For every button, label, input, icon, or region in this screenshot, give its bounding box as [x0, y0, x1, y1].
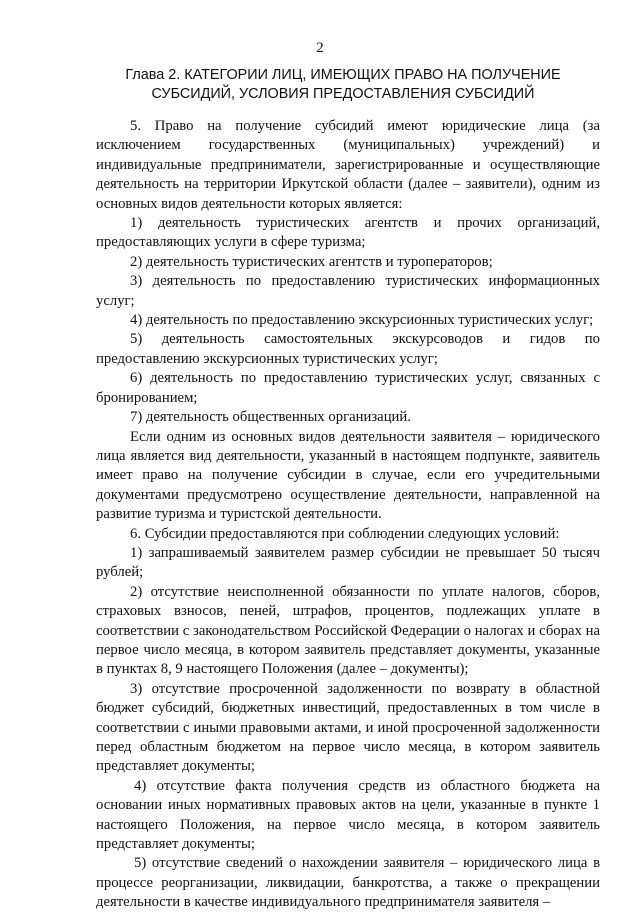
- paragraph-condition-2: 2) отсутствие неисполненной обязанности по уплате налогов, сборов, страховых взносов, пеней, штрафов, процентов, подлежащих уплате в соответствии с законодательством Российской Федерации о налогах и сборах на первое число месяца, в котором заявитель представляет документы, указанные в пунктах 8, 9 настоящего Положения (далее – документы);: [96, 583, 600, 678]
- paragraph-clause-6: 6. Субсидии предоставляются при соблюдении следующих условий:: [130, 525, 560, 542]
- document-body: [96, 117, 600, 913]
- paragraph-condition-3: 3) отсутствие просроченной задолженности по возврату в областной бюджет субсидий, бюджетных инвестиций, предоставленных в том числе в соответствии с иными правовыми актами, и иной просроченной задолженности перед областным бюджетом на первое число месяца, в котором заявитель представляет документы;: [96, 680, 600, 775]
- paragraph-item-2: 2) деятельность туристических агентств и туроператоров;: [130, 253, 493, 270]
- paragraph-item-5: 5) деятельность самостоятельных экскурсоводов и гидов по предоставлению экскурсионных туристических услуг;: [96, 331, 600, 367]
- paragraph-item-7: 7) деятельность общественных организаций.: [130, 409, 411, 426]
- paragraph-item-1: 1) деятельность туристических агентств и прочих организаций, предоставляющих услуги в сфере туризма;: [96, 215, 600, 251]
- chapter-title-line-1: Глава 2. КАТЕГОРИИ ЛИЦ, ИМЕЮЩИХ ПРАВО НА ПОЛУЧЕНИЕ: [125, 67, 561, 83]
- page-number: 2: [316, 40, 324, 56]
- chapter-title-line-2: СУБСИДИЙ, УСЛОВИЯ ПРЕДОСТАВЛЕНИЯ СУБСИДИЙ: [151, 86, 535, 102]
- paragraph-item-4: 4) деятельность по предоставлению экскурсионных туристических услуг;: [130, 312, 594, 329]
- paragraph-condition-4: 4) отсутствие факта получения средств из областного бюджета на основании иных нормативных правовых актов на цели, указанные в пункте 1 настоящего Положения, на первое число месяца, в котором заявитель представляет документы;: [96, 777, 600, 853]
- chapter-title: [96, 66, 590, 104]
- paragraph-note: Если одним из основных видов деятельности заявителя – юридического лица является вид деятельности, указанный в настоящем подпункте, заявитель имеет право на получение субсидии в случае, если его учредительными документами предусмотрено осуществление деятельности, направленной на развитие туризма и туристской деятельности.: [96, 428, 600, 523]
- paragraph-condition-5: 5) отсутствие сведений о нахождении заявителя – юридического лица в процессе реорганизации, ликвидации, банкротства, а также о прекращении деятельности в качестве индивидуального предпринимателя заявителя –: [96, 855, 600, 911]
- paragraph-condition-1: 1) запрашиваемый заявителем размер субсидии не превышает 50 тысяч рублей;: [96, 544, 600, 581]
- paragraph-item-6: 6) деятельность по предоставлению туристических услуг, связанных с бронированием;: [96, 370, 600, 406]
- paragraph-clause-5: 5. Право на получение субсидий имеют юридические лица (за исключением государственных (муниципальных) учреждений) и индивидуальные предприниматели, зарегистрированные и осуществляющие деятельность на территории Иркутской области (далее – заявители), одним из основных видов деятельности которых является:: [96, 118, 600, 212]
- paragraph-item-3: 3) деятельность по предоставлению туристических информационных услуг;: [96, 273, 600, 309]
